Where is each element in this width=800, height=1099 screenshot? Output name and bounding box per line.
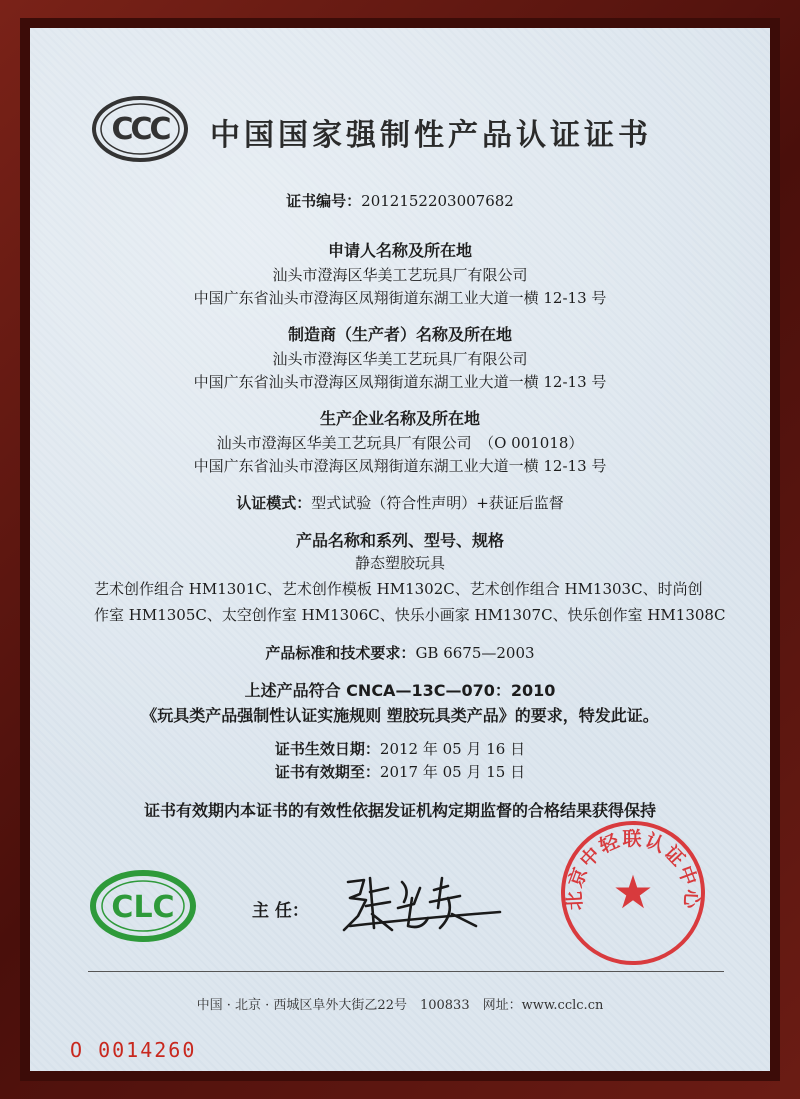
ccc-logo — [90, 94, 190, 164]
factory-name-row — [30, 432, 770, 453]
issue-date-value: 2012 年 05 月 16 日 — [379, 740, 526, 758]
factory-name: 汕头市澄海区华美工艺玩具厂有限公司 — [216, 434, 472, 452]
manufacturer-name: 汕头市澄海区华美工艺玩具厂有限公司 — [272, 350, 528, 368]
expiry-date — [30, 761, 770, 782]
seal-text: 北京中轻联认证中心 — [563, 827, 703, 911]
conformity-line1: 上述产品符合 CNCA—13C—070：2010 — [244, 681, 556, 700]
cert-number-label: 证书编号： — [286, 192, 362, 210]
cert-mode-value: 型式试验（符合性声明）+获证后监督 — [311, 494, 564, 512]
validity-note: 证书有效期内本证书的有效性依据发证机构定期监督的合格结果获得保持 — [143, 801, 656, 820]
product-models-line2: 作室 HM1305C、太空创作室 HM1306C、快乐小画家 HM1307C、快乐创作室 HM1308C — [94, 606, 726, 624]
cert-number — [30, 190, 770, 211]
cert-mode-label: 认证模式： — [236, 494, 312, 512]
cert-number-value: 2012152203007682 — [361, 192, 514, 210]
manufacturer-heading: 制造商（生产者）名称及所在地 — [287, 325, 512, 344]
certification-seal — [558, 818, 708, 968]
factory-heading: 生产企业名称及所在地 — [319, 409, 480, 428]
seal-star: ★ — [612, 865, 654, 919]
issue-date-label: 证书生效日期： — [274, 740, 380, 758]
factory-code: （O 001018） — [486, 434, 584, 452]
product-models-line1: 艺术创作组合 HM1301C、艺术创作模板 HM1302C、艺术创作组合 HM1303C、时尚创 — [94, 580, 703, 598]
product-name: 静态塑胶玩具 — [354, 554, 445, 572]
applicant-heading: 申请人名称及所在地 — [327, 241, 472, 260]
footer-divider — [88, 971, 724, 972]
ccc-logo-text: CCC — [111, 112, 169, 147]
certificate-paper — [30, 28, 770, 1071]
director-label: 主 任： — [252, 901, 309, 921]
director-signature — [330, 868, 510, 938]
product-standard — [30, 642, 770, 663]
applicant-address: 中国广东省汕头市澄海区凤翔街道东湖工业大道一横 12-13 号 — [193, 289, 607, 307]
issue-date — [30, 738, 770, 759]
applicant-name: 汕头市澄海区华美工艺玩具厂有限公司 — [272, 266, 528, 284]
expiry-date-label: 证书有效期至： — [274, 763, 380, 781]
product-heading: 产品名称和系列、型号、规格 — [295, 531, 504, 550]
product-standard-value: GB 6675—2003 — [415, 644, 535, 662]
expiry-date-value: 2017 年 05 月 15 日 — [379, 763, 526, 781]
conformity-line2: 《玩具类产品强制性认证实施规则 塑胶玩具类产品》的要求，特发此证。 — [141, 706, 659, 725]
certificate-title: 中国国家强制性产品认证证书 — [210, 118, 652, 153]
clc-logo — [88, 868, 198, 944]
issuer-address: 中国 · 北京 · 西城区阜外大街乙22号 100833 网址：www.cclc.cn — [196, 998, 604, 1013]
factory-address: 中国广东省汕头市澄海区凤翔街道东湖工业大道一横 12-13 号 — [193, 457, 607, 475]
product-models — [94, 576, 734, 628]
manufacturer-address: 中国广东省汕头市澄海区凤翔街道东湖工业大道一横 12-13 号 — [193, 373, 607, 391]
clc-logo-text: CLC — [111, 890, 175, 925]
product-standard-label: 产品标准和技术要求： — [265, 644, 416, 662]
cert-mode — [30, 492, 770, 513]
serial-number: O 0014260 — [70, 1038, 197, 1062]
